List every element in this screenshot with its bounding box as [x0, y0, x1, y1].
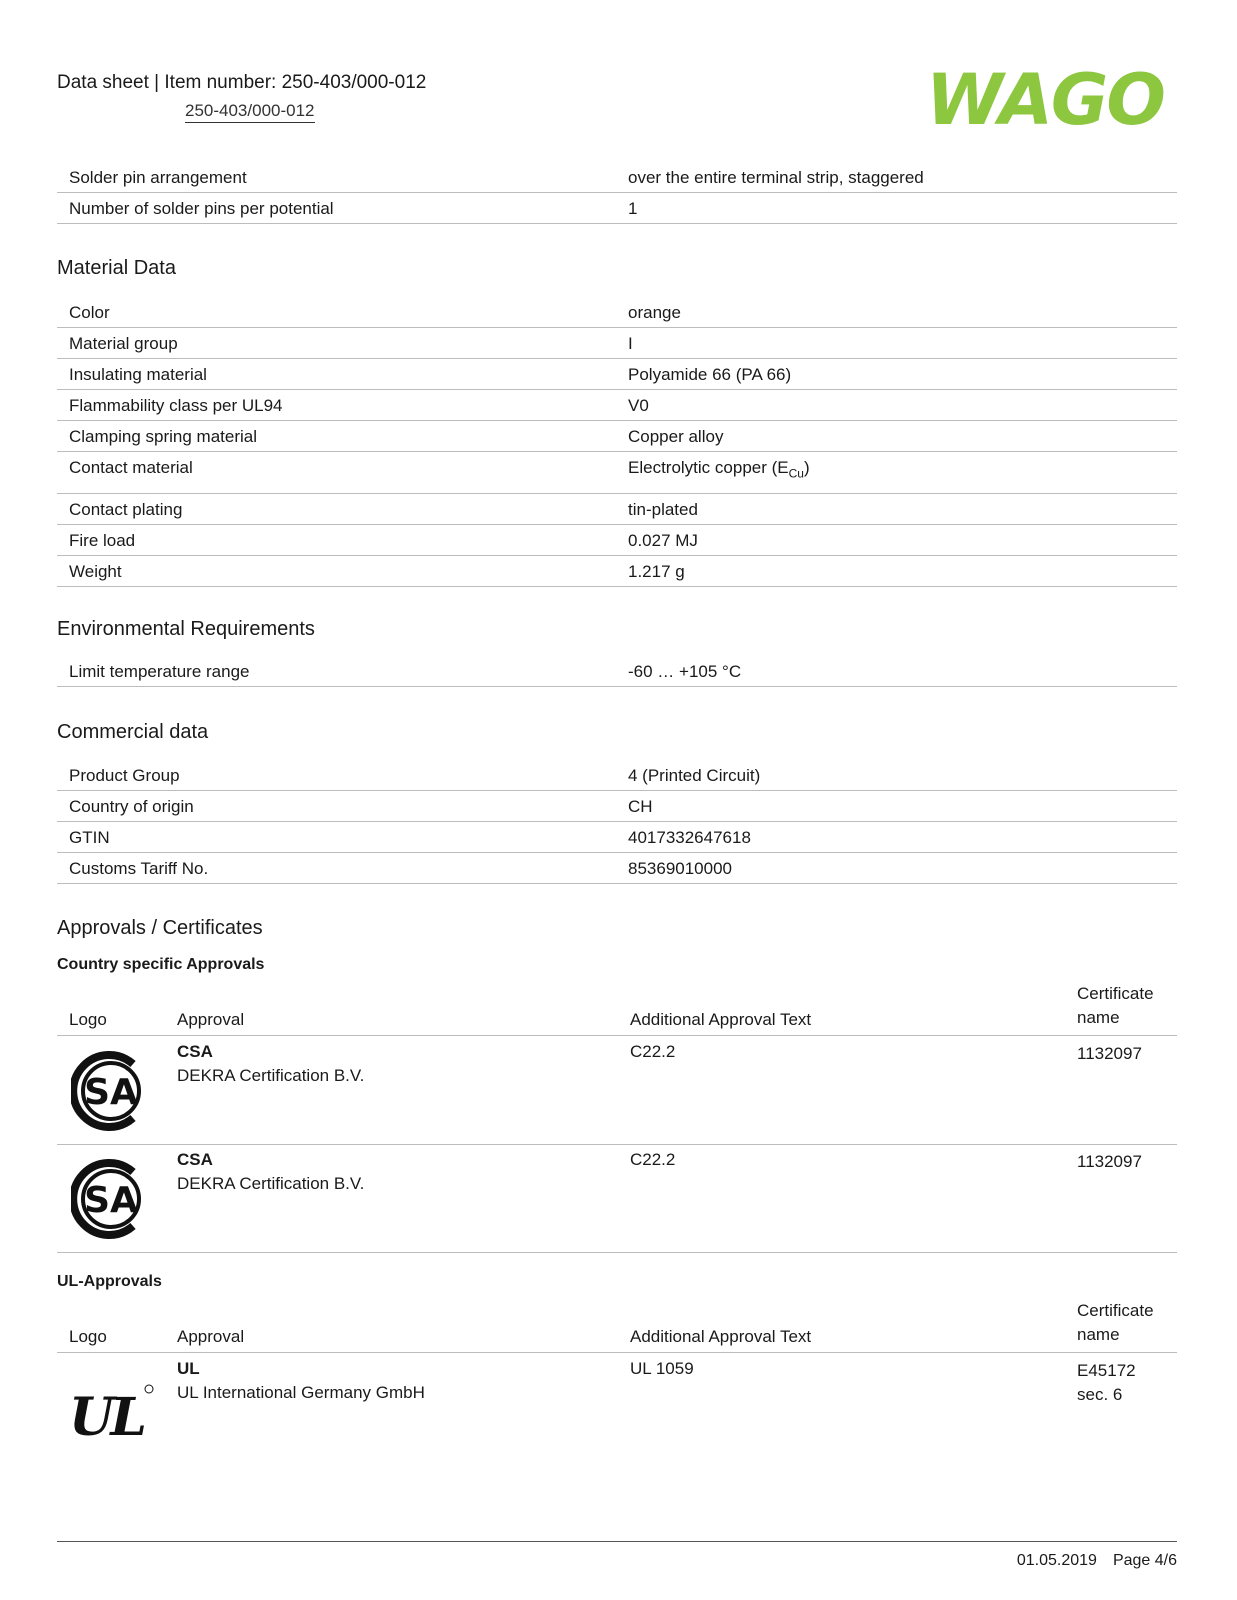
spec-value: Electrolytic copper $(E_{Cu})$ — [628, 458, 810, 481]
approval-cert: E45172 sec. 6 — [1077, 1361, 1136, 1404]
ul-logo-icon — [67, 1373, 157, 1463]
col-certificate: Certificate name — [1077, 1301, 1154, 1344]
spec-label: Customs Tariff No. — [69, 859, 209, 878]
spec-row — [57, 452, 1177, 494]
spec-label: GTIN — [69, 828, 110, 847]
approval-org: DEKRA Certification B.V. — [177, 1066, 365, 1085]
material-table — [57, 297, 1177, 587]
item-number-link[interactable]: 250-403/000-012 — [185, 101, 315, 123]
environmental-heading: Environmental Requirements — [57, 618, 315, 640]
spec-row — [57, 421, 1177, 452]
col-approval: Approval — [177, 1010, 245, 1029]
csa-logo-icon — [71, 1154, 151, 1244]
solder-table — [57, 162, 1177, 224]
wago-logo-text: WAGO — [926, 59, 1164, 141]
spec-label: Country of origin — [69, 797, 194, 816]
spec-row — [57, 656, 1177, 687]
environment-table — [57, 656, 1177, 687]
col-additional: Additional Approval Text — [630, 1327, 812, 1346]
spec-row — [57, 162, 1177, 193]
spec-row — [57, 791, 1177, 822]
spec-value: 1 — [628, 199, 638, 218]
spec-label: Solder pin arrangement — [69, 168, 247, 187]
approval-cert: 1132097 — [1077, 1044, 1142, 1063]
approval-row — [57, 1353, 1177, 1462]
footer-date: 01.05.2019 — [1016, 1552, 1097, 1569]
commercial-table — [57, 760, 1177, 884]
spec-value: Polyamide 66 (PA 66) — [628, 365, 792, 384]
approval-name: CSA — [177, 1150, 213, 1169]
approval-row — [57, 1144, 1177, 1253]
spec-row — [57, 193, 1177, 224]
svg-text:SA: SA — [84, 1072, 138, 1113]
svg-text:SA: SA — [84, 1180, 138, 1221]
col-additional: Additional Approval Text — [630, 1010, 812, 1029]
spec-value: 1.217 g — [628, 562, 685, 581]
page-title: Data sheet | Item number: 250-403/000-012 — [57, 72, 427, 93]
spec-label: Number of solder pins per potential — [69, 199, 334, 218]
approval-name: UL — [177, 1359, 200, 1378]
spec-value: I — [628, 334, 633, 353]
spec-value: Copper alloy — [628, 427, 724, 446]
spec-label: Insulating material — [69, 365, 207, 384]
spec-label: Clamping spring material — [69, 427, 258, 446]
commercial-heading: Commercial data — [57, 721, 209, 743]
col-approval: Approval — [177, 1327, 245, 1346]
spec-label: Limit temperature range — [69, 662, 250, 681]
approvals-heading: Approvals / Certificates — [57, 917, 263, 939]
spec-label: Contact plating — [69, 500, 183, 519]
spec-row — [57, 494, 1177, 525]
spec-label: Fire load — [69, 531, 136, 550]
spec-value: CH — [628, 797, 653, 816]
spec-value: 4017332647618 — [628, 828, 751, 847]
approval-row — [57, 1036, 1177, 1145]
spec-value: 85369010000 — [628, 859, 733, 878]
approval-additional: C22.2 — [630, 1150, 676, 1169]
spec-label: Product Group — [69, 766, 180, 785]
spec-row — [57, 760, 1177, 791]
approval-additional: C22.2 — [630, 1042, 676, 1061]
csa-logo-icon — [71, 1046, 151, 1136]
spec-value: orange — [628, 303, 681, 322]
spec-value: tin-plated — [628, 500, 698, 519]
spec-label: Material group — [69, 334, 178, 353]
spec-row — [57, 328, 1177, 359]
svg-text:UL: UL — [69, 1387, 143, 1448]
ul-table-header — [57, 1291, 1177, 1353]
spec-label: Weight — [69, 562, 122, 581]
approval-cert: 1132097 — [1077, 1152, 1142, 1171]
ul-approvals-heading: UL-Approvals — [57, 1273, 162, 1290]
spec-row — [57, 853, 1177, 884]
wago-logo-icon — [922, 58, 1177, 144]
spec-value: over the entire terminal strip, staggered — [628, 168, 924, 187]
footer-page: Page 4/6 — [1112, 1552, 1177, 1569]
footer — [1017, 1552, 1177, 1570]
approvals-table-header — [57, 974, 1177, 1036]
approval-name: CSA — [177, 1042, 213, 1061]
approval-org: UL International Germany GmbH — [177, 1383, 425, 1402]
spec-value: 0.027 MJ — [628, 531, 698, 550]
col-logo: Logo — [69, 1010, 107, 1029]
spec-row — [57, 359, 1177, 390]
spec-label: Flammability class per UL94 — [69, 396, 283, 415]
country-approvals-heading: Country specific Approvals — [57, 956, 265, 973]
spec-row — [57, 525, 1177, 556]
col-logo: Logo — [69, 1327, 107, 1346]
spec-value: V0 — [628, 396, 649, 415]
spec-row — [57, 556, 1177, 587]
spec-row — [57, 390, 1177, 421]
footer-divider — [57, 1541, 1177, 1542]
col-certificate: Certificate name — [1077, 984, 1154, 1027]
approval-additional: UL 1059 — [630, 1359, 694, 1378]
spec-label: Color — [69, 303, 110, 322]
spec-row — [57, 297, 1177, 328]
spec-value: 4 (Printed Circuit) — [628, 766, 761, 785]
spec-label: Contact material — [69, 458, 193, 477]
approval-org: DEKRA Certification B.V. — [177, 1174, 365, 1193]
material-data-heading: Material Data — [57, 257, 176, 279]
spec-value: -60 … +105 °C — [628, 662, 742, 681]
spec-row — [57, 822, 1177, 853]
